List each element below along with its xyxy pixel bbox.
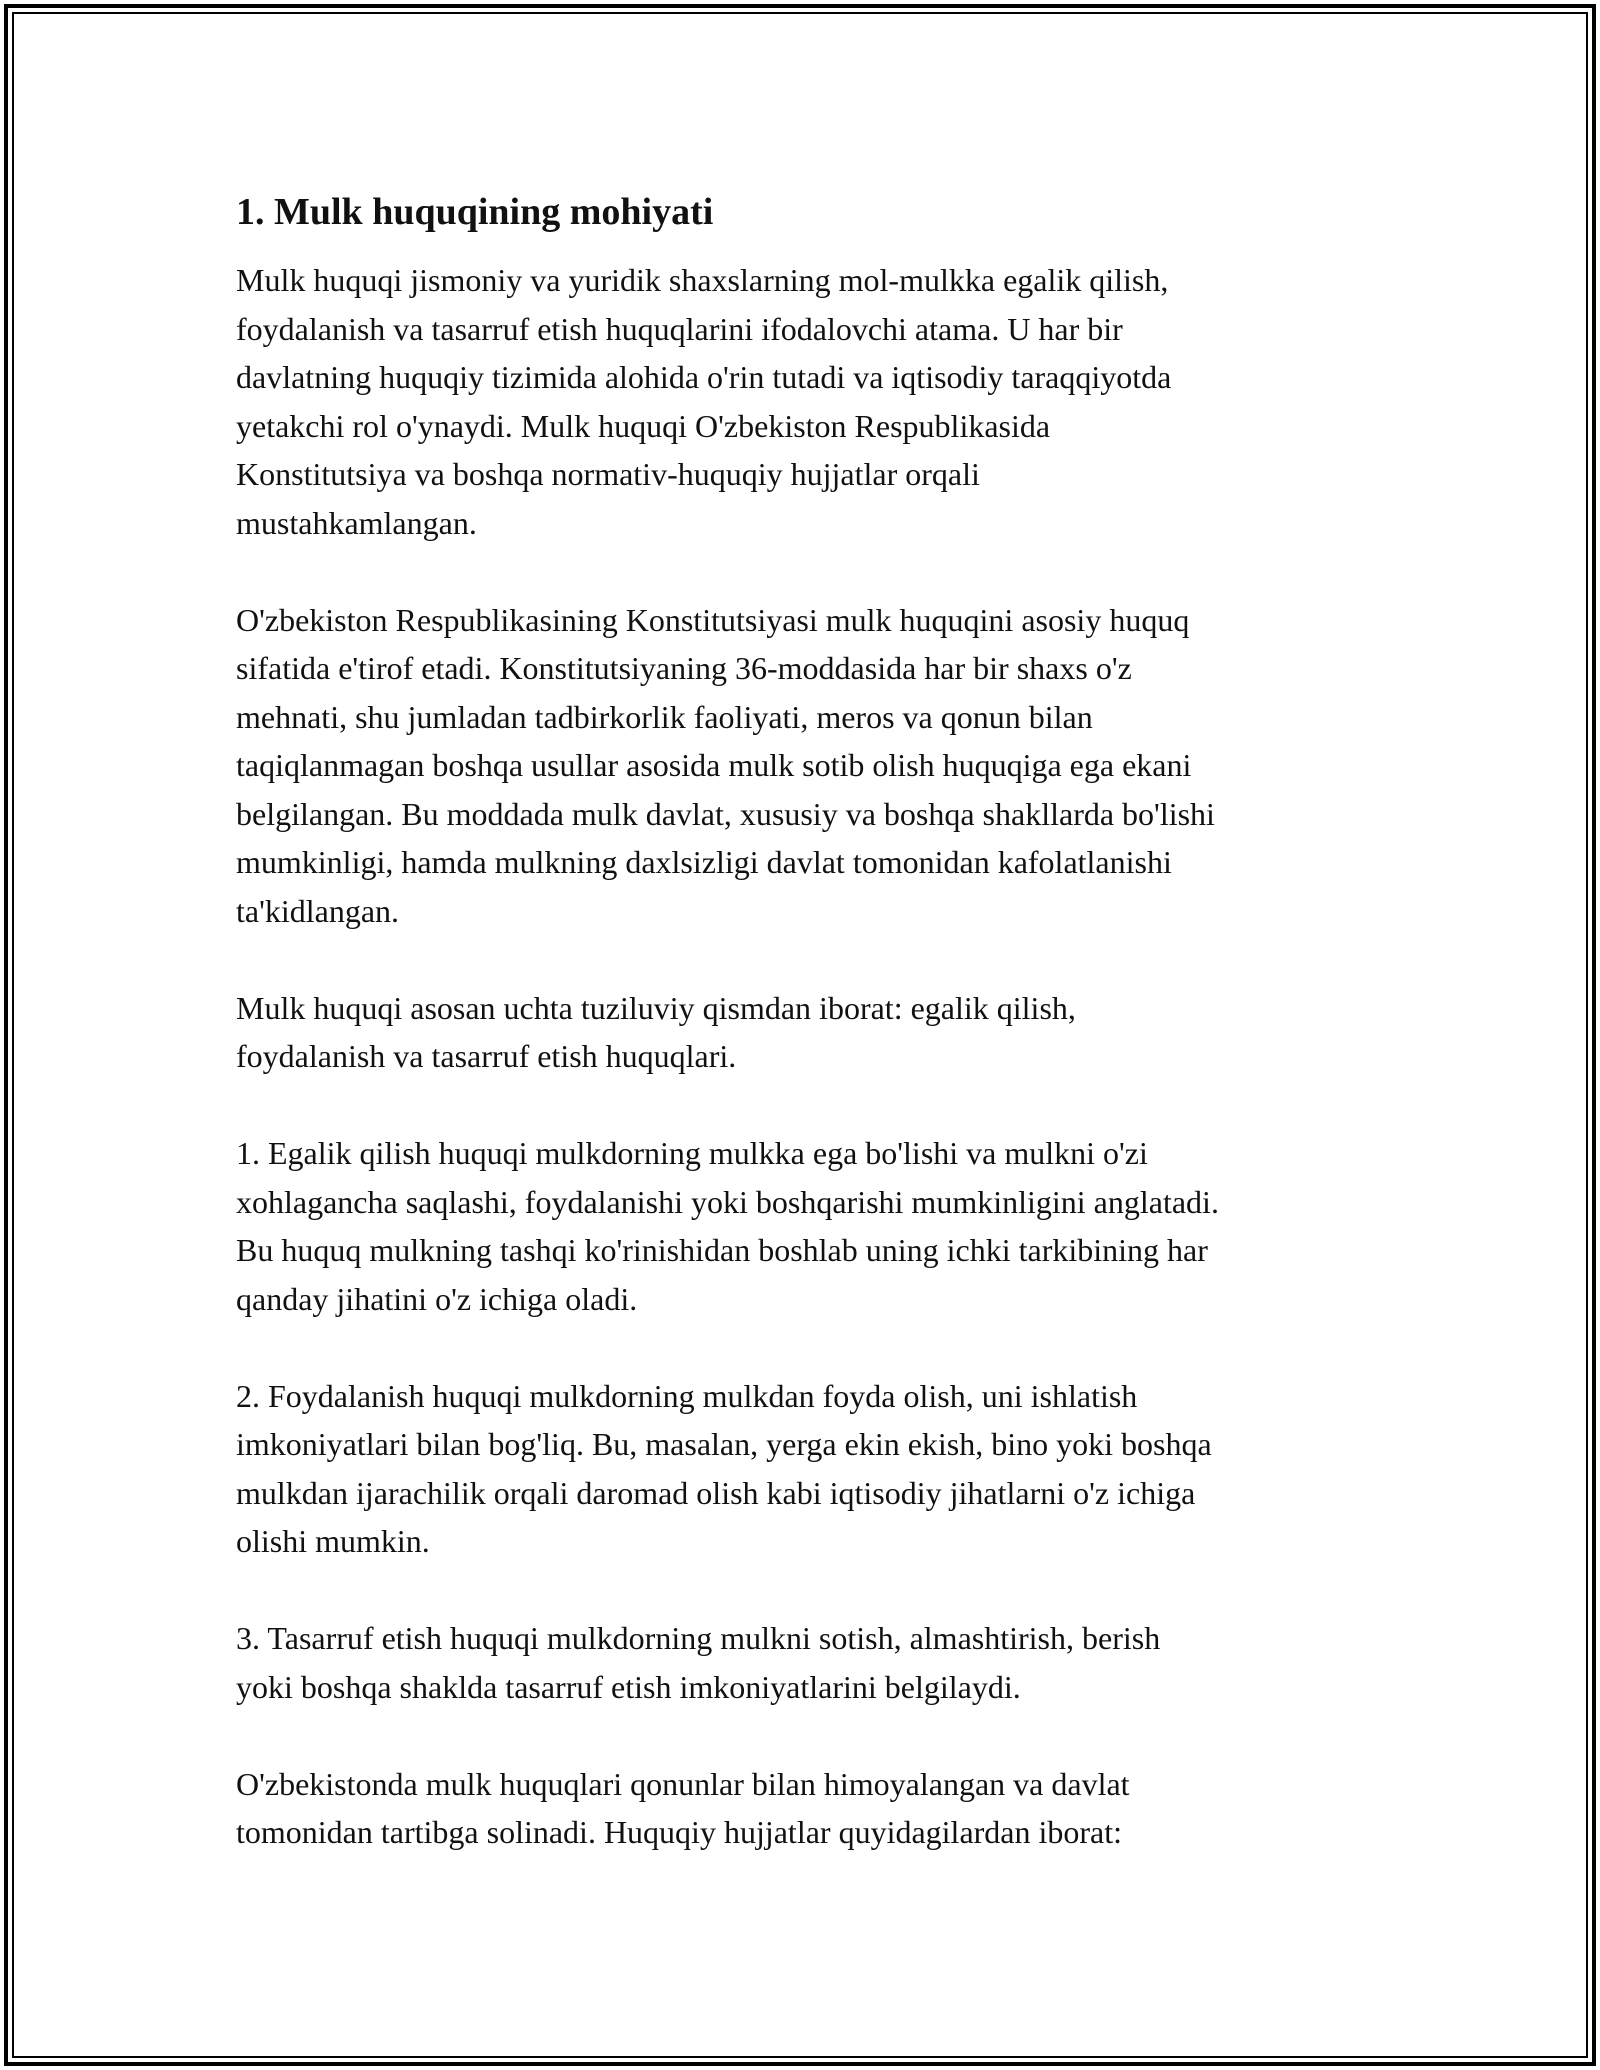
- paragraph-constitution: O'zbekiston Respublikasining Konstitutsiyasi mulk huquqini asosiy huquq sifatida e'tirof etadi. Konstitutsiyaning 36-moddasida har bir shaxs o'z mehnati, shu jumladan tadbirkorlik faoliyati, meros va qonun bilan taqiqlanmagan boshqa usullar asosida mulk sotib olish huquqiga ega ekani belgilangan. Bu moddada mulk davlat, xususiy va boshqa shakllarda bo'lishi mumkinligi, hamda mulkning daxlsizligi davlat tomonidan kafolatlanishi ta'kidlangan.: [236, 601, 1215, 929]
- paragraph-usage-right: 2. Foydalanish huquqi mulkdorning mulkdan foyda olish, uni ishlatish imkoniyatlari bilan bog'liq. Bu, masalan, yerga ekin ekish, bino yoki boshqa mulkdan ijarachilik orqali daromad olish kabi iqtisodiy jihatlarni o'z ichiga olishi mumkin.: [236, 1377, 1212, 1559]
- document-body: [236, 188, 1396, 1905]
- paragraph-structure: Mulk huquqi asosan uchta tuziluviy qismdan iborat: egalik qilish, foydalanish va tasarruf etish huquqlari.: [236, 989, 1076, 1074]
- paragraph-definition: Mulk huquqi jismoniy va yuridik shaxslarning mol-mulkka egalik qilish, foydalanish va tasarruf etish huquqlarini ifodalovchi atama. U har bir davlatning huquqiy tizimida alohida o'rin tutadi va iqtisodiy taraqqiyotda yetakchi rol o'ynaydi. Mulk huquqi O'zbekiston Respublikasida Konstitutsiya va boshqa normativ-huquqiy hujjatlar orqali mustahkamlangan.: [236, 262, 1172, 541]
- paragraph-ownership-right: 1. Egalik qilish huquqi mulkdorning mulkka ega bo'lishi va mulkni o'zi xohlagancha saqlashi, foydalanishi yoki boshqarishi mumkinligini anglatadi. Bu huquq mulkning tashqi ko'rinishidan boshlab uning ichki tarkibining har qanday jihatini o'z ichiga oladi.: [236, 1135, 1219, 1317]
- paragraph-legal-documents: O'zbekistonda mulk huquqlari qonunlar bilan himoyalangan va davlat tomonidan tartibga solinadi. Huquqiy hujjatlar quyidagilardan iborat:: [236, 1765, 1130, 1850]
- paragraph-disposal-right: 3. Tasarruf etish huquqi mulkdorning mulkni sotish, almashtirish, berish yoki boshqa shaklda tasarruf etish imkoniyatlarini belgilaydi.: [236, 1620, 1161, 1705]
- section-heading: 1. Mulk huquqining mohiyati: [236, 191, 714, 233]
